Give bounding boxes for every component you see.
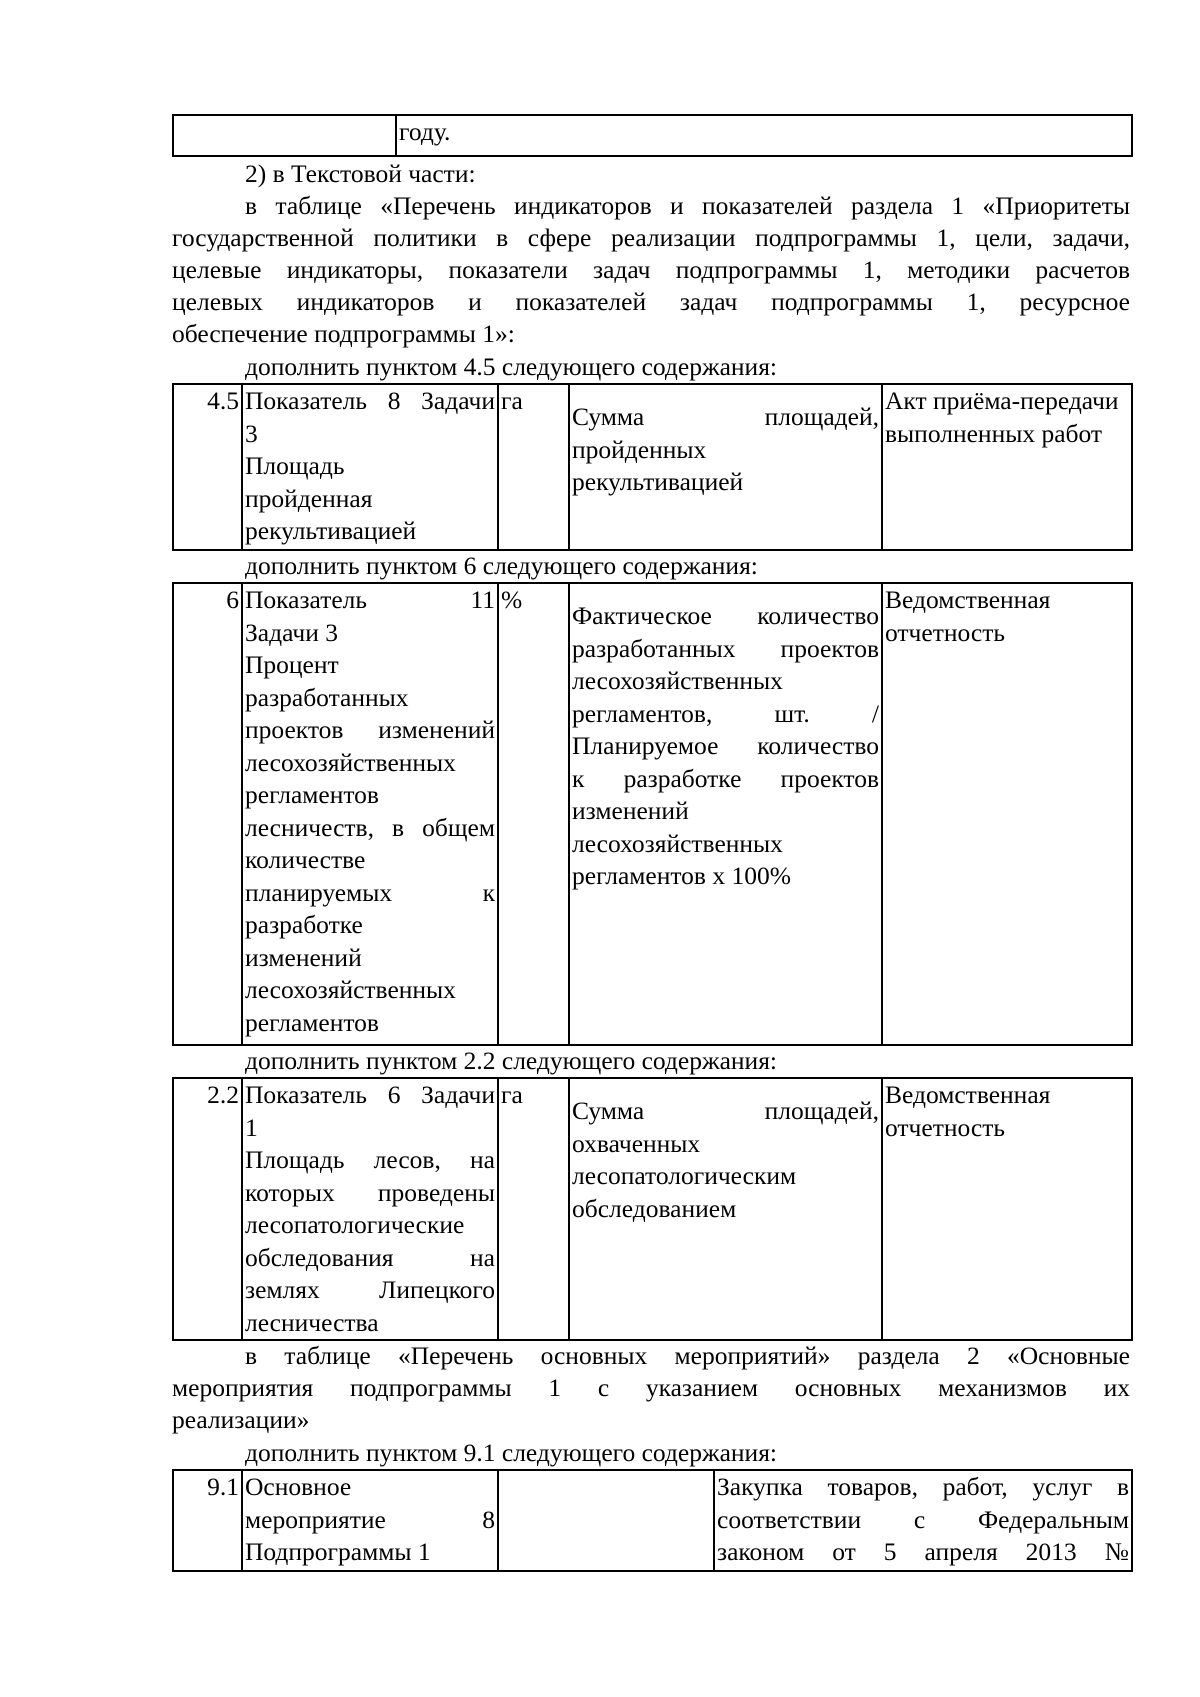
instruction-add-9-1: дополнить пунктом 9.1 следующего содержания: [245,1438,778,1467]
paragraph-line: обеспечение подпрограммы 1»: [172,319,515,348]
source-cell: Акт приёма-передачи выполненных работ [882,384,1132,550]
instruction-add-4-5: дополнить пунктом 4.5 следующего содержания: [245,352,778,381]
method-cell: Фактическое количество разработанных проектов лесохозяйственных регламентов, шт. / Планируемое количество к разработке проектов изменений лесохозяйственных регламентов х 100% [569,583,882,1045]
table-cell [173,115,396,156]
item-number: 2.2 [173,1078,242,1340]
paragraph-line: мероприятия подпрограммы 1 с указанием основных механизмов их [172,1373,1130,1402]
method-cell: Сумма площадей, охваченных лесопатологическим обследованием [569,1078,882,1340]
unit-cell: га [498,1078,569,1340]
paragraph-line: в таблице «Перечень основных мероприятий» раздела 2 «Основные [245,1341,1130,1370]
instruction-add-6: дополнить пунктом 6 следующего содержания: [245,551,758,580]
item-number: 4.5 [173,384,242,550]
paragraph-textual-part: 2) в Текстовой части: [245,159,476,188]
paragraph-line: целевых индикаторов и показателей задач подпрограммы 1, ресурсное [172,287,1130,316]
paragraph-line: целевые индикаторы, показатели задач подпрограммы 1, методики расчетов [172,255,1130,284]
source-cell: Ведомственная отчетность [882,583,1132,1045]
indicator-name-cell: Показатель 6 Задачи 1 Площадь лесов, на которых проведены лесопатологические обследования на землях Липецкого лесничества [242,1078,498,1340]
paragraph-line: в таблице «Перечень индикаторов и показателей раздела 1 «Приоритеты [245,191,1130,220]
activity-name-cell: Основное мероприятие 8 Подпрограммы 1 [242,1470,498,1571]
instruction-add-2-2: дополнить пунктом 2.2 следующего содержания: [245,1046,778,1075]
unit-cell: га [498,384,569,550]
table-cell [498,1470,714,1571]
paragraph-line: государственной политики в сфере реализации подпрограммы 1, цели, задачи, [172,223,1130,252]
table-continuation [172,114,1133,157]
indicator-name-cell: Показатель 11 Задачи 3 Процент разработанных проектов изменений лесохозяйственных регламентов лесничеств, в общем количестве планируемых к разработке изменений лесохозяйственных регламентов [242,583,498,1045]
item-number: 9.1 [173,1470,242,1571]
unit-cell: % [498,583,569,1045]
table-item-2-2 [172,1077,1133,1341]
mechanism-cell: Закупка товаров, работ, услуг в соответствии с Федеральным законом от 5 апреля 2013 № [714,1470,1132,1571]
table-cell [396,115,1132,156]
table-item-9-1 [172,1469,1133,1572]
source-cell: Ведомственная отчетность [882,1078,1132,1340]
paragraph-line: реализации» [172,1405,310,1434]
item-number: 6 [173,583,242,1045]
method-cell: Сумма площадей, пройденных рекультивацией [569,384,882,550]
indicator-name-cell: Показатель 8 Задачи 3 Площадь пройденная рекультивацией [242,384,498,550]
table-item-4-5 [172,383,1133,551]
cell-text: году. [399,117,451,146]
table-item-6 [172,582,1133,1046]
